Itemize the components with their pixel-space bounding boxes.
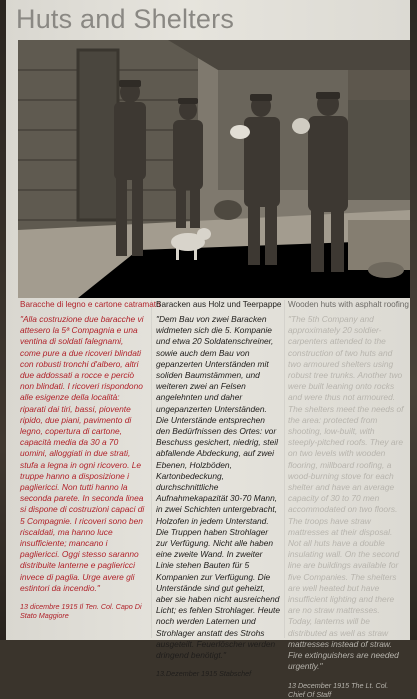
italian-body: "Alla costruzione due baracche vi attesero la 5ª Compagnia e una ventina di soldati falegnami, come pure a due ricoveri blindati con robusti tronchi d'albero, altri due addossati a rocce e perciò non blindati. I ricoveri rispondono alle esigenze della località: riparati dai tiri, bassi, piovente ripido, due piani, pavimento di legno, copertura di cartone, capacità media da 30 a 70 uomini, alloggiati in due strati, stufa a legna in ogni ricovero. Le truppe hanno a disposizione i pagliericci. Non tutti hanno la seconda parete. In seconda linea si dispone di costruzioni capaci di 5 Compagnie. I ricoveri sono ben riscaldati, ma hanno luce insufficiente; mancano i pagliericci. Oggi stesso saranno distribuite lanterne e pagliericci invece di paglia. Urge avere gli estintori da incendio." (20, 314, 145, 593)
frame-right-edge (410, 0, 417, 640)
german-column (156, 300, 280, 678)
column-divider (151, 300, 152, 638)
exhibit-panel (6, 0, 410, 699)
column-divider (284, 300, 285, 638)
historical-photo (18, 40, 410, 298)
english-column (288, 300, 409, 699)
german-body: "Dem Bau von zwei Baracken widmeten sich die 5. Kompanie und etwa 20 Soldatenschreiner, sowie auch dem Bau von gepanzerten Unterständen mit soliden Baumstämmen, und weiteren zwei an Felsen angelehnten und daher ungepanzerten Unterständen. Die Unterstände entsprechen den Bedürfnissen des Ortes: vor Beschuss gesichert, niedrig, steil abfallende Abdeckung, auf zwei Ebenen, Holzböden, Kartonbedeckung, durchschnittliche Aufnahmekapazität 30-70 Mann, in zwei Schichten untergebracht, Holzofen in jedem Unterstand. Die Truppen haben Strohlager zur Verfügung. Nicht alle haben eine zweite Wand. In zweiter Linie stehen Bauten für 5 Kompanien zur Verfügung. Die Unterstände sind gut geheizt, aber sie haben nicht ausreichend Licht; es fehlen Strohlager. Heute noch werden Laternen und Strohlager anstatt des Strohs ausgeteilt. Feuerlöscher werden dringend benötigt." (156, 314, 280, 661)
german-signature: 13.Dezember 1915 Stabschef (156, 669, 252, 679)
english-heading: Wooden huts with asphalt roofing (288, 300, 409, 309)
italian-column (20, 300, 161, 621)
german-heading: Baracken aus Holz und Teerpappe (156, 300, 282, 309)
english-body: "The 5th Company and approximately 20 soldier-carpenters attended to the construction of two huts and two armoured shelters using robust tree trunks. Another two were built leaning onto rocks and were thus not armoured. The shelters meet the needs of the area: protected from shooting, low-built, with steeply-pitched roofs. They are on two levels with wooden flooring, millboard roofing, a wood-burning stove for each shelter and have an average capacity of 30 to 70 men accommodated on two floors. The troops have straw mattresses at their disposal. Not all huts have a double insulating wall. On the second line are buildings available for five Companies. The shelters are well heated but have insufficient lighting and there are no straw mattresses. Today, lanterns will be distributed as well as straw mattresses instead of straw. Fire extinguishers are needed urgently." (288, 314, 404, 672)
english-signature: 13 December 1915 The Lt. Col. Chief Of Staff (288, 680, 389, 699)
photo-illustration (18, 40, 410, 298)
italian-heading: Baracche di legno e cartone catramato (20, 300, 161, 309)
italian-signature: 13 dicembre 1915 Il Ten. Col. Capo Di Stato Maggiore (20, 602, 142, 621)
panel-title: Huts and Shelters (16, 4, 235, 34)
